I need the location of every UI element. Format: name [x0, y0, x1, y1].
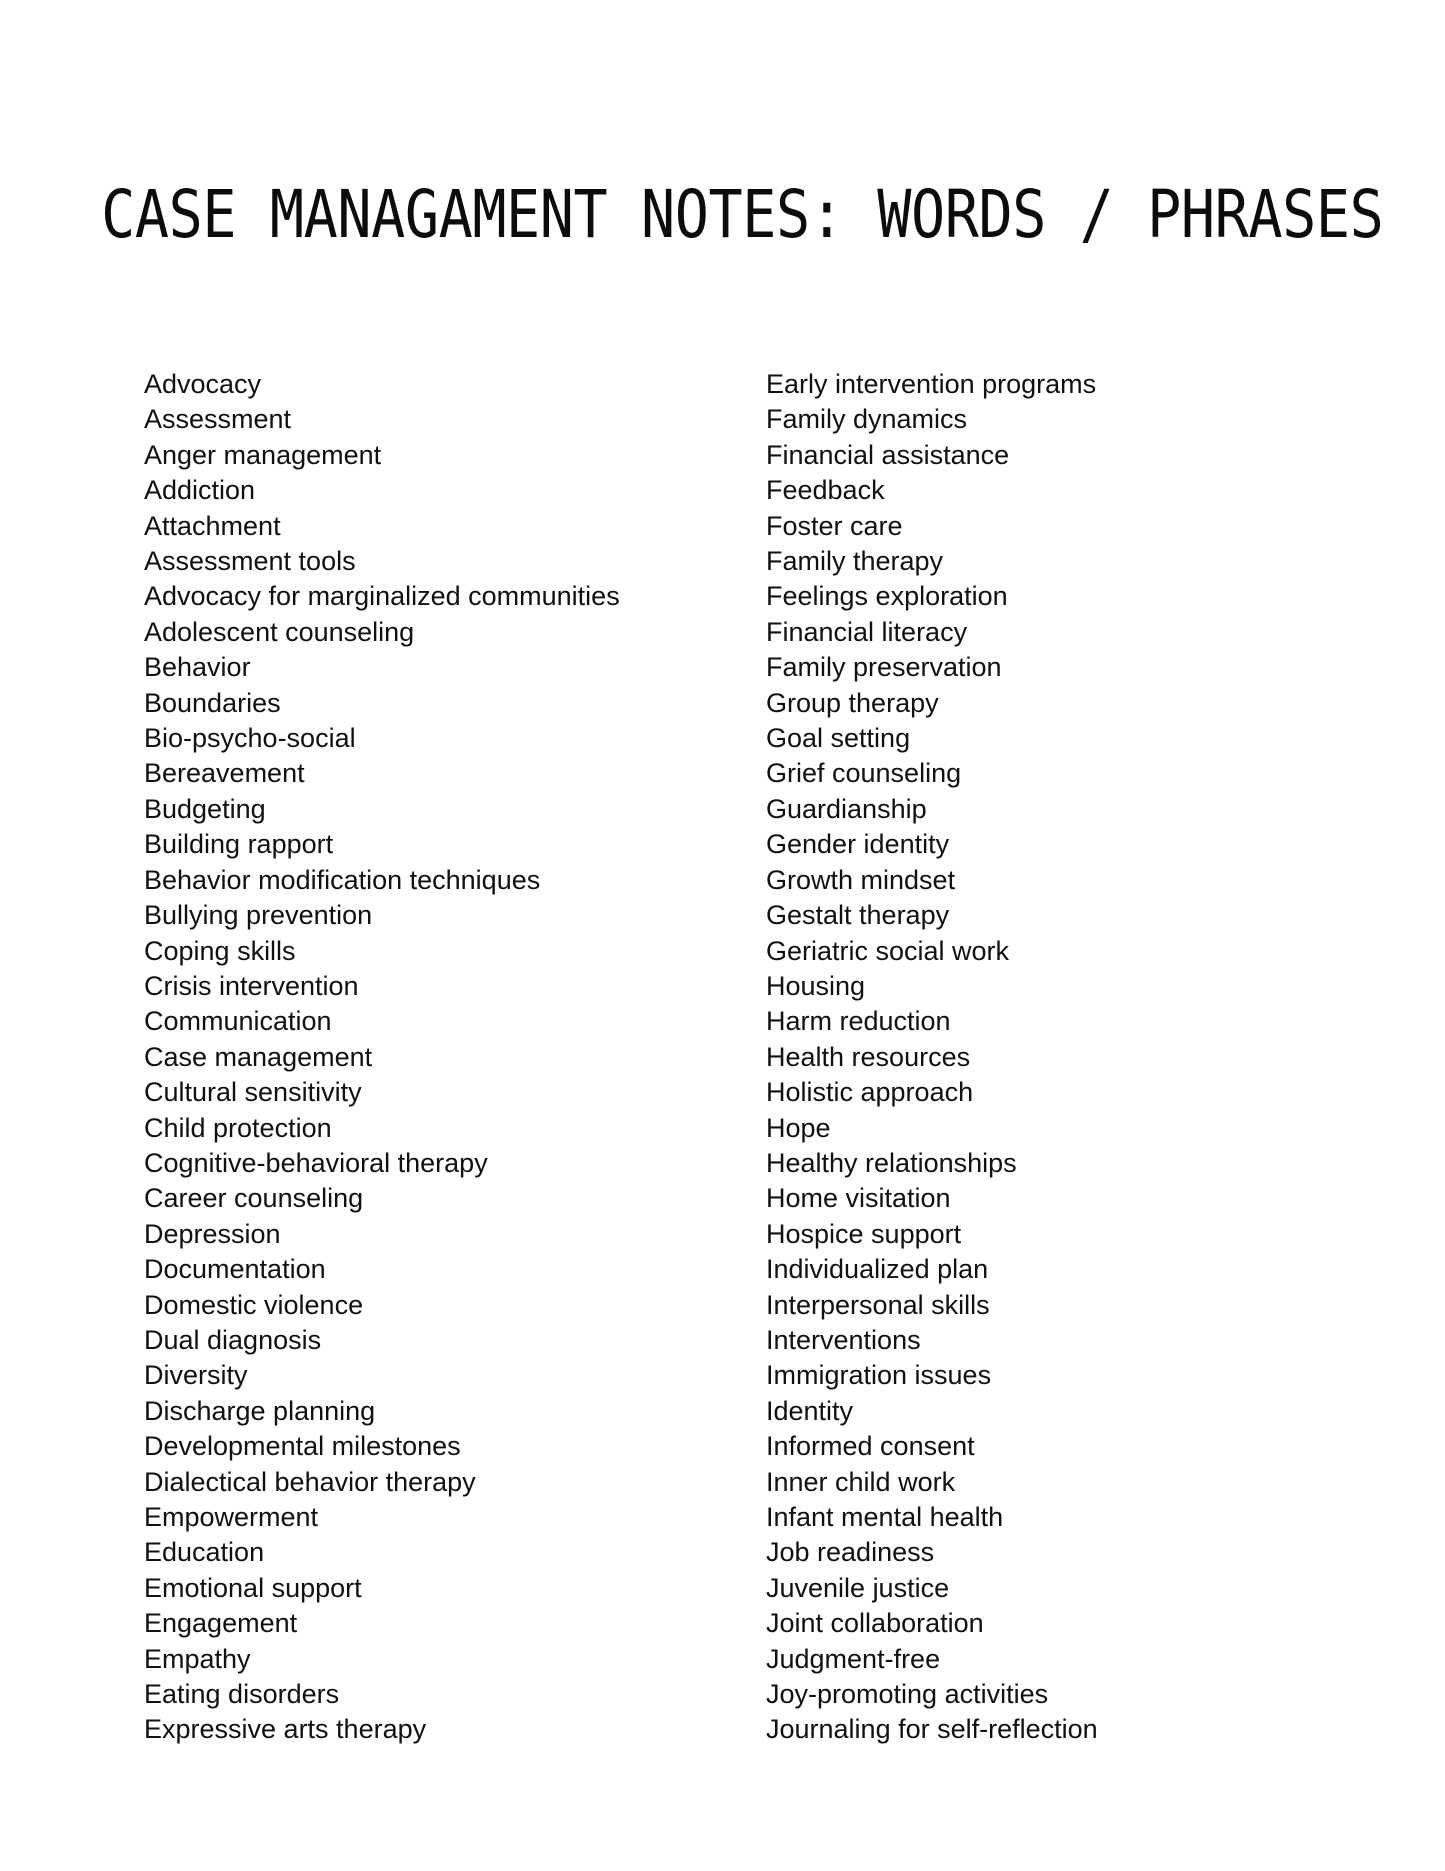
term-item: Family preservation: [766, 652, 1002, 683]
term-item: Cultural sensitivity: [144, 1077, 362, 1108]
term-item: Housing: [766, 970, 866, 1001]
term-item: Job readiness: [766, 1537, 935, 1568]
term-item: Emotional support: [144, 1572, 362, 1603]
term-item: Immigration issues: [766, 1360, 992, 1391]
term-item: Goal setting: [766, 723, 911, 754]
term-item: Discharge planning: [144, 1395, 376, 1426]
term-item: Bullying prevention: [144, 900, 373, 931]
term-item: Behavior: [144, 652, 251, 683]
page-title: CASE MANAGAMENT NOTES: WORDS / PHRASES: [101, 176, 1384, 254]
term-item: Judgment-free: [766, 1643, 941, 1674]
term-item: Crisis intervention: [144, 970, 359, 1001]
term-item: Building rapport: [144, 829, 334, 860]
term-item: Budgeting: [144, 793, 266, 824]
terms-column-left: [144, 367, 620, 1748]
term-item: Juvenile justice: [766, 1572, 950, 1603]
term-item: Addiction: [144, 475, 256, 506]
term-item: Documentation: [144, 1254, 326, 1285]
term-item: Gender identity: [766, 829, 950, 860]
term-item: Bio-psycho-social: [144, 723, 356, 754]
term-item: Early intervention programs: [766, 369, 1097, 399]
term-item: Case management: [144, 1041, 373, 1072]
term-item: Depression: [144, 1218, 281, 1249]
term-item: Inner child work: [766, 1466, 956, 1497]
term-item: Bereavement: [144, 758, 305, 789]
term-item: Foster care: [766, 510, 903, 541]
term-item: Anger management: [144, 439, 382, 470]
term-item: Harm reduction: [766, 1006, 951, 1037]
term-item: Engagement: [144, 1608, 298, 1639]
term-item: Geriatric social work: [766, 935, 1010, 966]
term-item: Home visitation: [766, 1183, 951, 1214]
term-item: Assessment: [144, 404, 292, 435]
term-item: Dialectical behavior therapy: [144, 1466, 476, 1497]
term-item: Empowerment: [144, 1502, 319, 1532]
term-item: Boundaries: [144, 687, 281, 718]
term-item: Cognitive-behavioral therapy: [144, 1147, 488, 1178]
term-item: Family dynamics: [766, 404, 968, 435]
term-item: Holistic approach: [766, 1077, 974, 1108]
term-item: Adolescent counseling: [144, 616, 415, 647]
term-item: Child protection: [144, 1112, 332, 1143]
term-item: Hospice support: [766, 1218, 962, 1249]
term-item: Infant mental health: [766, 1502, 1004, 1532]
term-item: Identity: [766, 1395, 854, 1426]
term-item: Grief counseling: [766, 758, 962, 789]
term-item: Interpersonal skills: [766, 1289, 990, 1320]
term-item: Career counseling: [144, 1183, 364, 1214]
term-item: Informed consent: [766, 1431, 975, 1462]
term-item: Developmental milestones: [144, 1431, 461, 1462]
term-item: Interventions: [766, 1324, 921, 1355]
term-item: Advocacy: [144, 369, 262, 399]
term-item: Health resources: [766, 1041, 971, 1072]
term-item: Coping skills: [144, 935, 296, 966]
term-item: Family therapy: [766, 546, 944, 577]
term-item: Feelings exploration: [766, 581, 1008, 612]
term-item: Growth mindset: [766, 864, 956, 895]
term-item: Eating disorders: [144, 1679, 340, 1710]
term-item: Financial assistance: [766, 439, 1010, 470]
term-item: Communication: [144, 1006, 332, 1037]
term-item: Group therapy: [766, 687, 939, 718]
term-item: Financial literacy: [766, 616, 968, 647]
term-item: Assessment tools: [144, 546, 356, 577]
term-item: Joy-promoting activities: [766, 1679, 1049, 1710]
term-item: Dual diagnosis: [144, 1324, 322, 1355]
term-item: Gestalt therapy: [766, 900, 950, 931]
term-item: Expressive arts therapy: [144, 1714, 427, 1745]
term-item: Domestic violence: [144, 1289, 364, 1320]
term-item: Individualized plan: [766, 1254, 989, 1285]
term-item: Advocacy for marginalized communities: [144, 581, 620, 612]
term-item: Guardianship: [766, 793, 927, 824]
term-item: Education: [144, 1537, 265, 1568]
term-item: Feedback: [766, 475, 885, 506]
term-item: Journaling for self-reflection: [766, 1714, 1098, 1745]
term-item: Behavior modification techniques: [144, 864, 541, 895]
term-item: Attachment: [144, 510, 281, 541]
term-item: Healthy relationships: [766, 1147, 1017, 1178]
term-item: Hope: [766, 1112, 831, 1143]
term-item: Diversity: [144, 1360, 248, 1391]
term-item: Empathy: [144, 1643, 251, 1674]
terms-column-right: [766, 367, 1098, 1748]
term-item: Joint collaboration: [766, 1608, 984, 1639]
